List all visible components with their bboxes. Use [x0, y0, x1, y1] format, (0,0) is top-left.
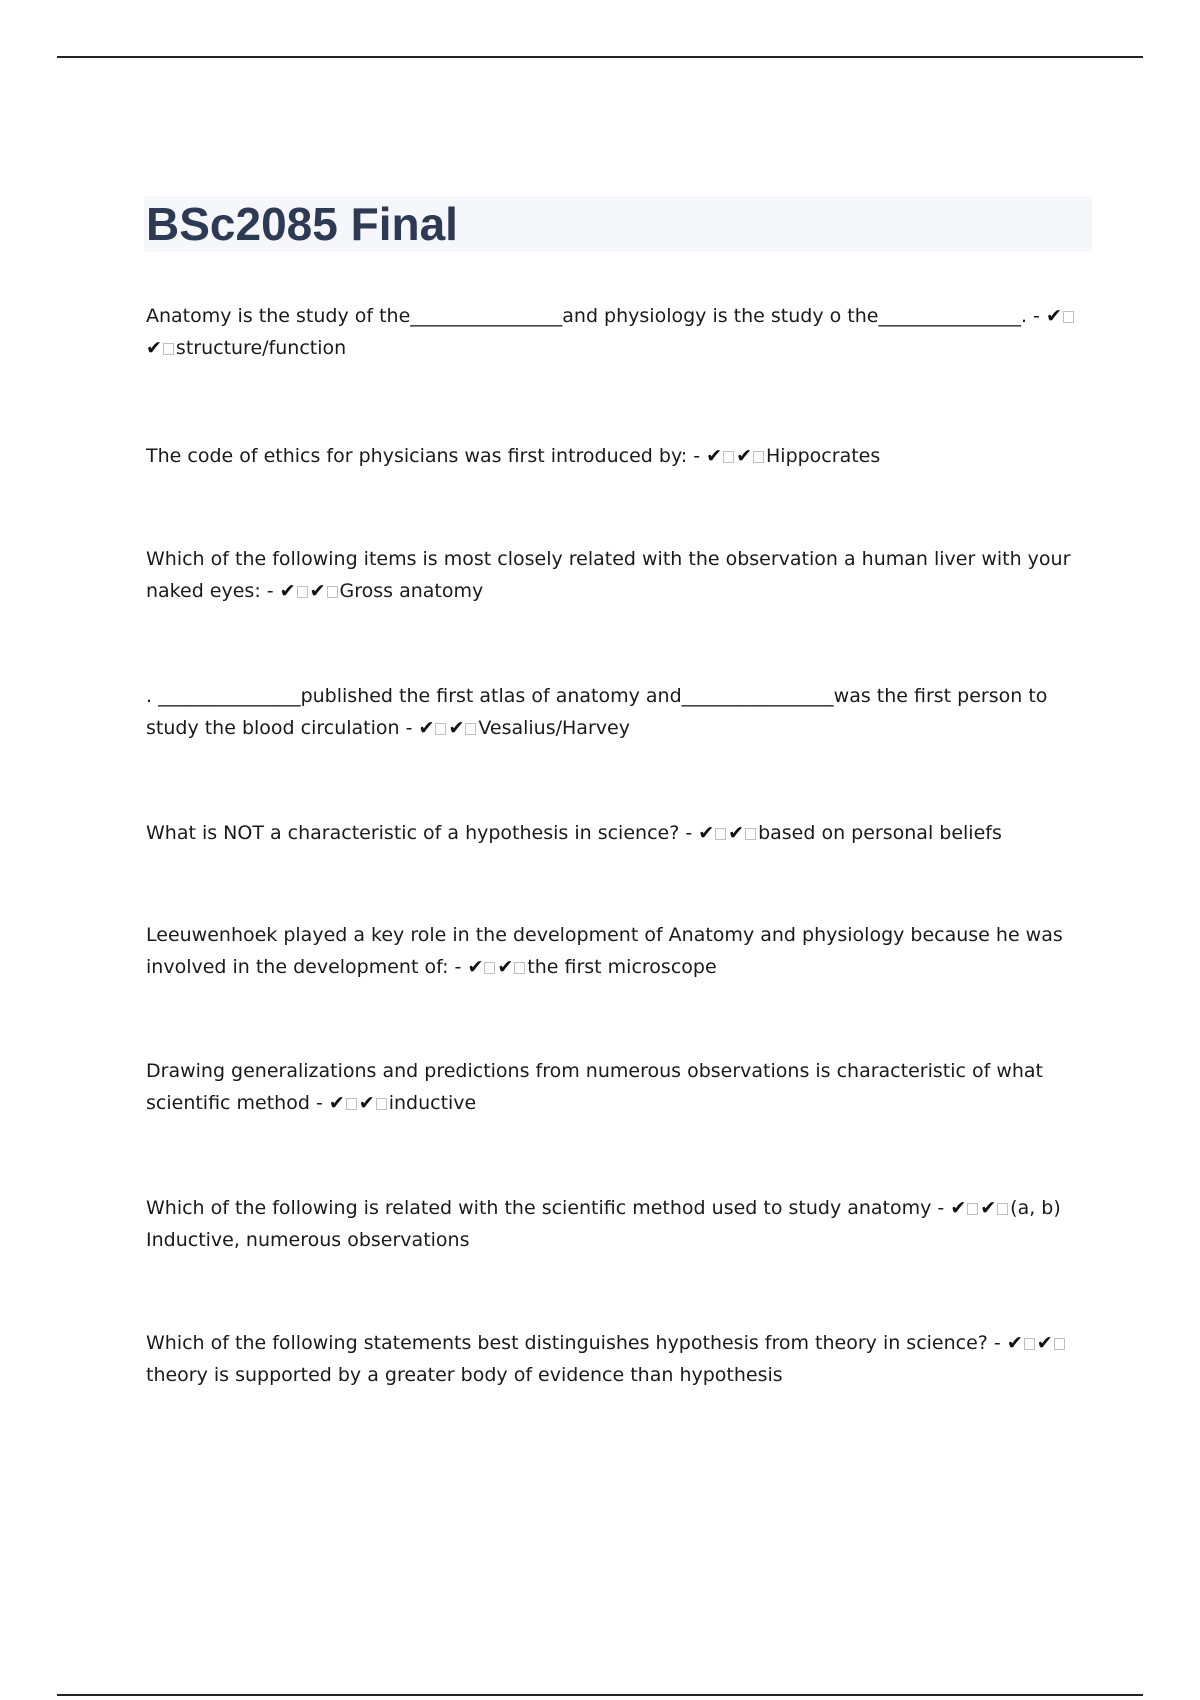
- question-text: Leeuwenhoek played a key role in the development of Anatomy and physiology because he was involved in the development of:: [146, 924, 1063, 978]
- placeholder-box-icon: [376, 1098, 387, 1110]
- answer-text: (a, b) Inductive, numerous observations: [146, 1197, 1061, 1251]
- qa-item-4: [146, 680, 1086, 744]
- placeholder-box-icon: [1054, 1338, 1065, 1350]
- separator: -: [987, 1332, 1007, 1354]
- check-icon: ✔: [698, 822, 715, 844]
- check-icon: ✔: [1045, 305, 1062, 327]
- answer-text: structure/function: [175, 337, 347, 359]
- question-text: Anatomy is the study of the________________and physiology is the study o the_______________.: [146, 305, 1027, 327]
- separator: -: [309, 1092, 329, 1114]
- check-icon: ✔: [706, 445, 723, 467]
- answer-text: the first microscope: [527, 956, 717, 978]
- question-text: The code of ethics for physicians was first introduced by:: [146, 445, 688, 467]
- check-icon: ✔: [358, 1092, 375, 1114]
- check-icon: ✔: [1006, 1332, 1023, 1354]
- qa-item-8: [146, 1192, 1086, 1256]
- check-icon: ✔: [279, 580, 296, 602]
- placeholder-box-icon: [723, 451, 734, 463]
- answer-text: Hippocrates: [766, 445, 881, 467]
- title-band: [144, 196, 1092, 252]
- top-rule: [57, 56, 1143, 58]
- placeholder-box-icon: [327, 586, 338, 598]
- placeholder-box-icon: [753, 451, 764, 463]
- check-icon: ✔: [467, 956, 484, 978]
- check-icon: ✔: [950, 1197, 967, 1219]
- answer-text: Gross anatomy: [339, 580, 484, 602]
- check-icon: ✔: [497, 956, 514, 978]
- separator: -: [931, 1197, 951, 1219]
- placeholder-box-icon: [435, 723, 446, 735]
- separator: -: [260, 580, 280, 602]
- placeholder-box-icon: [346, 1098, 357, 1110]
- check-icon: ✔: [328, 1092, 345, 1114]
- qa-item-1: [146, 300, 1086, 364]
- check-icon: ✔: [448, 717, 465, 739]
- question-text: Which of the following items is most closely related with the observation a human liver with your naked eyes:: [146, 548, 1071, 602]
- separator: -: [687, 445, 707, 467]
- answer-text: inductive: [388, 1092, 477, 1114]
- qa-item-6: [146, 919, 1086, 983]
- answer-text: based on personal beliefs: [758, 822, 1002, 844]
- qa-item-9: [146, 1327, 1086, 1391]
- separator: -: [1027, 305, 1046, 327]
- question-text: . _______________published the first atlas of anatomy and________________was the first person to study the blood circulation: [146, 685, 1048, 739]
- placeholder-box-icon: [967, 1203, 978, 1215]
- check-icon: ✔: [736, 445, 752, 467]
- check-icon: ✔: [728, 822, 745, 844]
- question-text: What is NOT a characteristic of a hypothesis in science?: [146, 822, 680, 844]
- answer-text: theory is supported by a greater body of evidence than hypothesis: [146, 1364, 783, 1386]
- check-icon: ✔: [980, 1197, 997, 1219]
- placeholder-box-icon: [745, 828, 756, 840]
- placeholder-box-icon: [514, 962, 525, 974]
- qa-item-5: [146, 817, 1086, 849]
- placeholder-box-icon: [1024, 1338, 1035, 1350]
- question-text: Which of the following statements best distinguishes hypothesis from theory in science?: [146, 1332, 988, 1354]
- question-text: Drawing generalizations and predictions from numerous observations is characteristic of what scientific method: [146, 1060, 1043, 1114]
- question-text: Which of the following is related with the scientific method used to study anatomy: [146, 1197, 932, 1219]
- separator: -: [679, 822, 699, 844]
- placeholder-box-icon: [465, 723, 476, 735]
- placeholder-box-icon: [1063, 311, 1074, 323]
- answer-text: Vesalius/Harvey: [478, 717, 630, 739]
- separator: -: [448, 956, 468, 978]
- qa-item-3: [146, 543, 1086, 607]
- check-icon: ✔: [418, 717, 435, 739]
- placeholder-box-icon: [163, 343, 174, 355]
- check-icon: ✔: [146, 337, 162, 359]
- placeholder-box-icon: [715, 828, 726, 840]
- placeholder-box-icon: [297, 586, 308, 598]
- check-icon: ✔: [309, 580, 326, 602]
- placeholder-box-icon: [484, 962, 495, 974]
- qa-item-7: [146, 1055, 1086, 1119]
- bottom-rule: [57, 1694, 1143, 1696]
- placeholder-box-icon: [997, 1203, 1008, 1215]
- separator: -: [399, 717, 419, 739]
- check-icon: ✔: [1036, 1332, 1053, 1354]
- document-title: BSc2085 Final: [146, 198, 458, 250]
- qa-item-2: [146, 440, 1086, 472]
